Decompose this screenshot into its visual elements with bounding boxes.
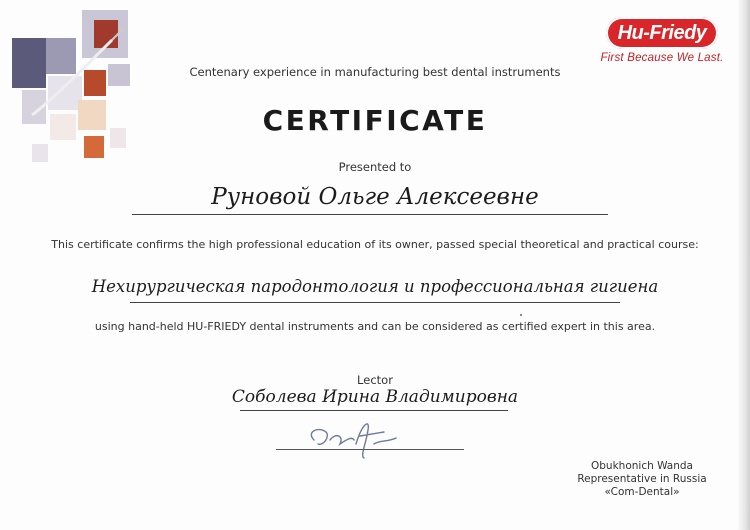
signature-line — [276, 449, 464, 450]
confirmation-text: This certificate confirms the high professional education of its owner, passed special theoretical and practical course: — [51, 238, 699, 251]
representative-block — [560, 460, 724, 499]
lector-name: Соболева Ирина Владимировна — [231, 387, 519, 407]
course-underline — [130, 302, 620, 303]
stray-mark — [520, 314, 522, 316]
page-edge-shadow — [738, 0, 750, 530]
recipient-name: Руновой Ольге Алексеевне — [211, 184, 539, 210]
representative-name: Obukhonich Wanda — [591, 460, 693, 472]
course-name: Нехирургическая пародонтология и профессиональная гигиена — [91, 277, 659, 296]
certificate-title: CERTIFICATE — [262, 104, 488, 137]
representative-company: «Com-Dental» — [604, 486, 680, 498]
presented-label: Presented to — [338, 160, 412, 174]
hu-friedy-logo — [606, 17, 718, 49]
recipient-underline — [132, 214, 608, 215]
usage-text: using hand-held HU-FRIEDY dental instruments and can be considered as certified expert in this area. — [94, 320, 656, 333]
lector-label: Lector — [357, 373, 393, 387]
dental-collage-image — [12, 10, 130, 170]
signature-mark — [300, 410, 410, 462]
representative-role: Representative in Russia — [577, 473, 707, 485]
tagline: Centenary experience in manufacturing best dental instruments — [189, 65, 561, 79]
dental-tool-icon — [12, 10, 130, 170]
logo-wordmark: Hu-Friedy — [617, 22, 707, 44]
logo-slogan: First Because We Last. — [600, 52, 724, 64]
